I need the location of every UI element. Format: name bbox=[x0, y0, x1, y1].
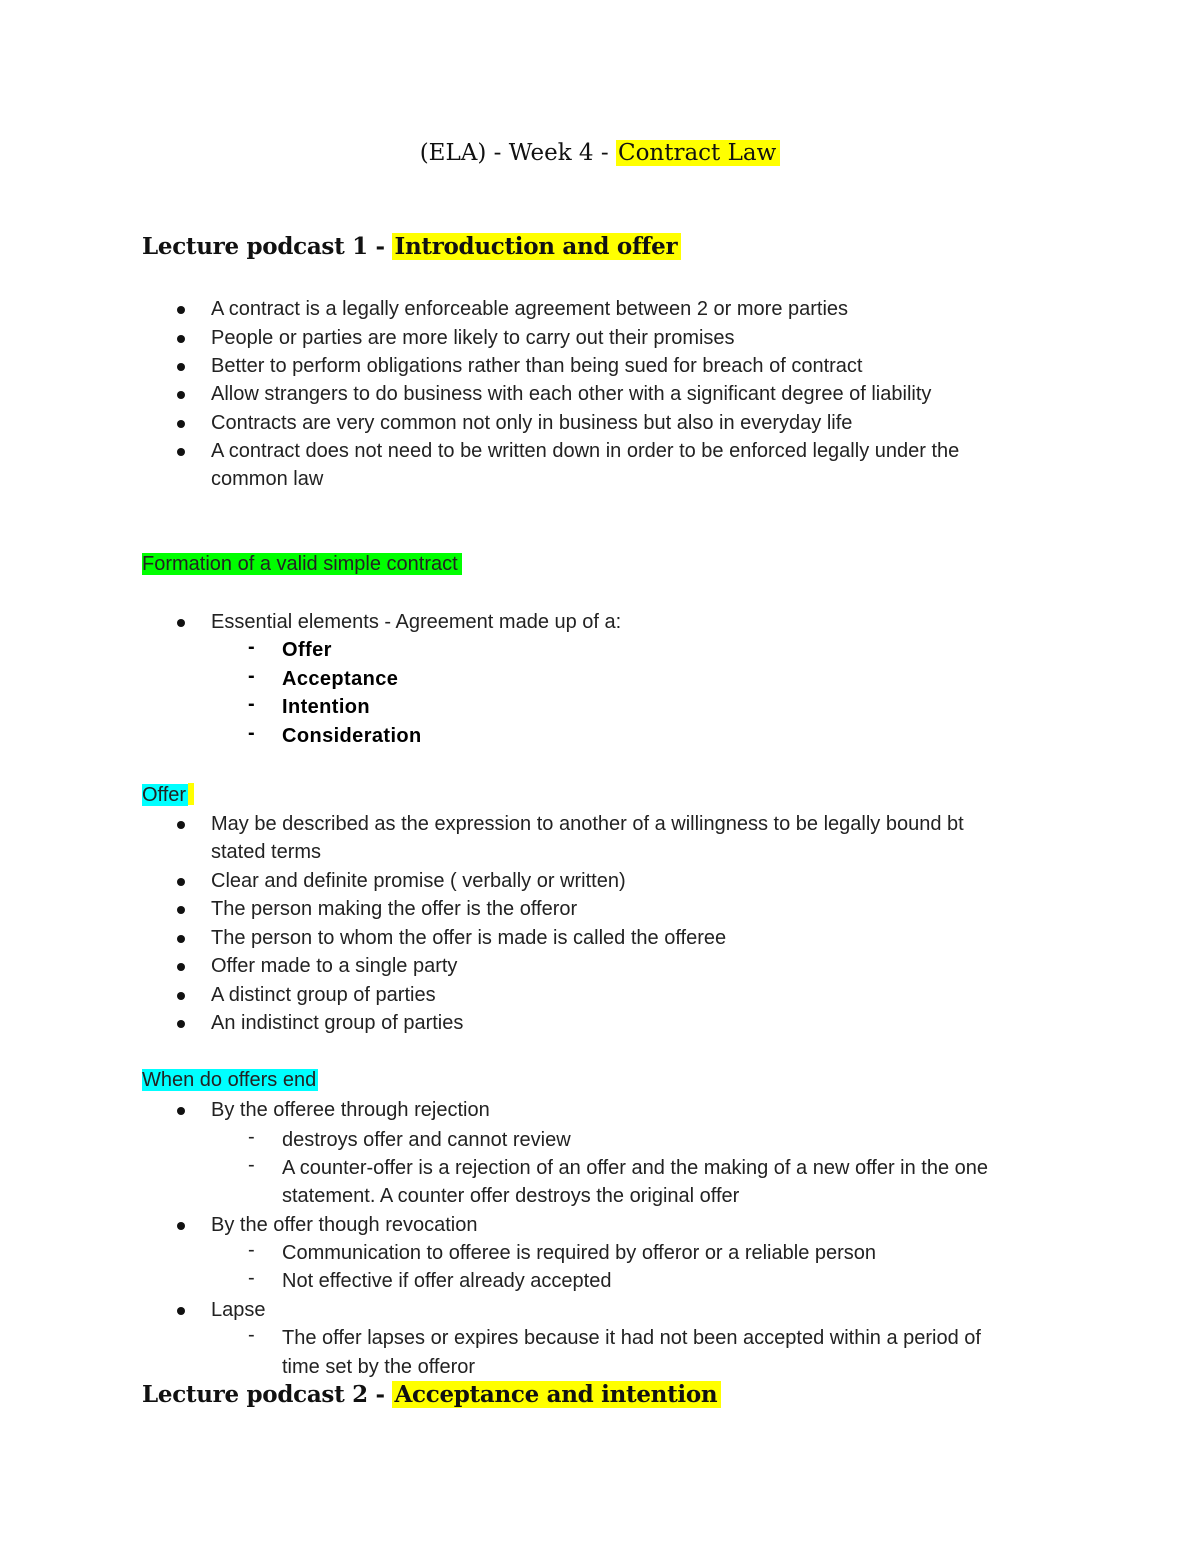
bullet-icon bbox=[177, 391, 185, 399]
bullet-icon bbox=[177, 1222, 185, 1230]
list-item: Allow strangers to do business with each other with a significant degree of liability bbox=[211, 383, 932, 405]
podcast-1-heading bbox=[142, 233, 681, 260]
sub-list-item-continuation: statement. A counter offer destroys the original offer bbox=[282, 1185, 740, 1207]
formation-heading bbox=[142, 553, 462, 576]
offer-heading bbox=[142, 783, 194, 807]
dash-marker: - bbox=[248, 1154, 255, 1176]
offers-end-heading-text: When do offers end bbox=[142, 1069, 317, 1091]
bullet-icon bbox=[177, 878, 185, 886]
title-highlight: Contract Law bbox=[616, 140, 780, 166]
sub-list-item-continuation: time set by the offeror bbox=[282, 1356, 476, 1378]
list-item: The person to whom the offer is made is called the offeree bbox=[211, 927, 727, 949]
list-item: May be described as the expression to another of a willingness to be legally bound bt bbox=[211, 813, 964, 835]
bullet-icon bbox=[177, 1307, 185, 1315]
sub-list-item: Communication to offeree is required by offeror or a reliable person bbox=[282, 1242, 877, 1264]
sub-list-item: A counter-offer is a rejection of an offer and the making of a new offer in the one bbox=[282, 1157, 989, 1179]
bullet-icon bbox=[177, 963, 185, 971]
bullet-icon bbox=[177, 420, 185, 428]
bullet-icon bbox=[177, 448, 185, 456]
dash-marker: - bbox=[248, 722, 255, 744]
dash-marker: - bbox=[248, 1267, 255, 1289]
dash-marker: - bbox=[248, 1324, 255, 1346]
list-item: Contracts are very common not only in business but also in everyday life bbox=[211, 412, 853, 434]
dash-marker: - bbox=[248, 1239, 255, 1261]
bullet-icon bbox=[177, 306, 185, 314]
list-item: A contract does not need to be written down in order to be enforced legally under the bbox=[211, 440, 960, 462]
list-item: The person making the offer is the offeror bbox=[211, 898, 578, 920]
highlight-mark bbox=[188, 783, 194, 805]
list-item-continuation: stated terms bbox=[211, 841, 322, 863]
bullet-icon bbox=[177, 1020, 185, 1028]
dash-marker: - bbox=[248, 665, 255, 687]
element-item: Consideration bbox=[282, 725, 422, 747]
document-title bbox=[0, 140, 1200, 166]
podcast-1-highlight: Introduction and offer bbox=[392, 233, 681, 260]
list-item-continuation: common law bbox=[211, 468, 324, 490]
bullet-icon bbox=[177, 821, 185, 829]
sub-list-item: The offer lapses or expires because it had not been accepted within a period of bbox=[282, 1327, 981, 1349]
sub-list-item: destroys offer and cannot review bbox=[282, 1129, 571, 1151]
offers-end-heading bbox=[142, 1069, 318, 1092]
dash-marker: - bbox=[248, 1126, 255, 1148]
bullet-icon bbox=[177, 906, 185, 914]
bullet-icon bbox=[177, 1107, 185, 1115]
bullet-icon bbox=[177, 619, 185, 627]
bullet-icon bbox=[177, 363, 185, 371]
dash-marker: - bbox=[248, 636, 255, 658]
list-item: By the offeree through rejection bbox=[211, 1099, 490, 1121]
offer-heading-text: Offer bbox=[142, 784, 187, 806]
dash-marker: - bbox=[248, 693, 255, 715]
list-item: Better to perform obligations rather than being sued for breach of contract bbox=[211, 355, 863, 377]
list-item: Lapse bbox=[211, 1299, 266, 1321]
list-item: Clear and definite promise ( verbally or written) bbox=[211, 870, 626, 892]
podcast-2-highlight: Acceptance and intention bbox=[392, 1381, 721, 1408]
element-item: Offer bbox=[282, 639, 332, 661]
list-item: Offer made to a single party bbox=[211, 955, 458, 977]
list-item: People or parties are more likely to carry out their promises bbox=[211, 327, 735, 349]
element-item: Intention bbox=[282, 696, 371, 718]
element-item: Acceptance bbox=[282, 668, 399, 690]
list-item: A distinct group of parties bbox=[211, 984, 436, 1006]
list-item: An indistinct group of parties bbox=[211, 1012, 464, 1034]
formation-bullet: Essential elements - Agreement made up of a: bbox=[211, 611, 622, 633]
bullet-icon bbox=[177, 992, 185, 1000]
title-prefix: (ELA) - Week 4 - bbox=[419, 140, 616, 166]
podcast-2-heading bbox=[142, 1381, 721, 1408]
podcast-2-prefix: Lecture podcast 2 - bbox=[142, 1381, 393, 1408]
list-item: By the offer though revocation bbox=[211, 1214, 478, 1236]
list-item: A contract is a legally enforceable agreement between 2 or more parties bbox=[211, 298, 849, 320]
bullet-icon bbox=[177, 335, 185, 343]
podcast-1-prefix: Lecture podcast 1 - bbox=[142, 233, 393, 260]
bullet-icon bbox=[177, 935, 185, 943]
formation-heading-text: Formation of a valid simple contract bbox=[142, 553, 462, 575]
sub-list-item: Not effective if offer already accepted bbox=[282, 1270, 612, 1292]
